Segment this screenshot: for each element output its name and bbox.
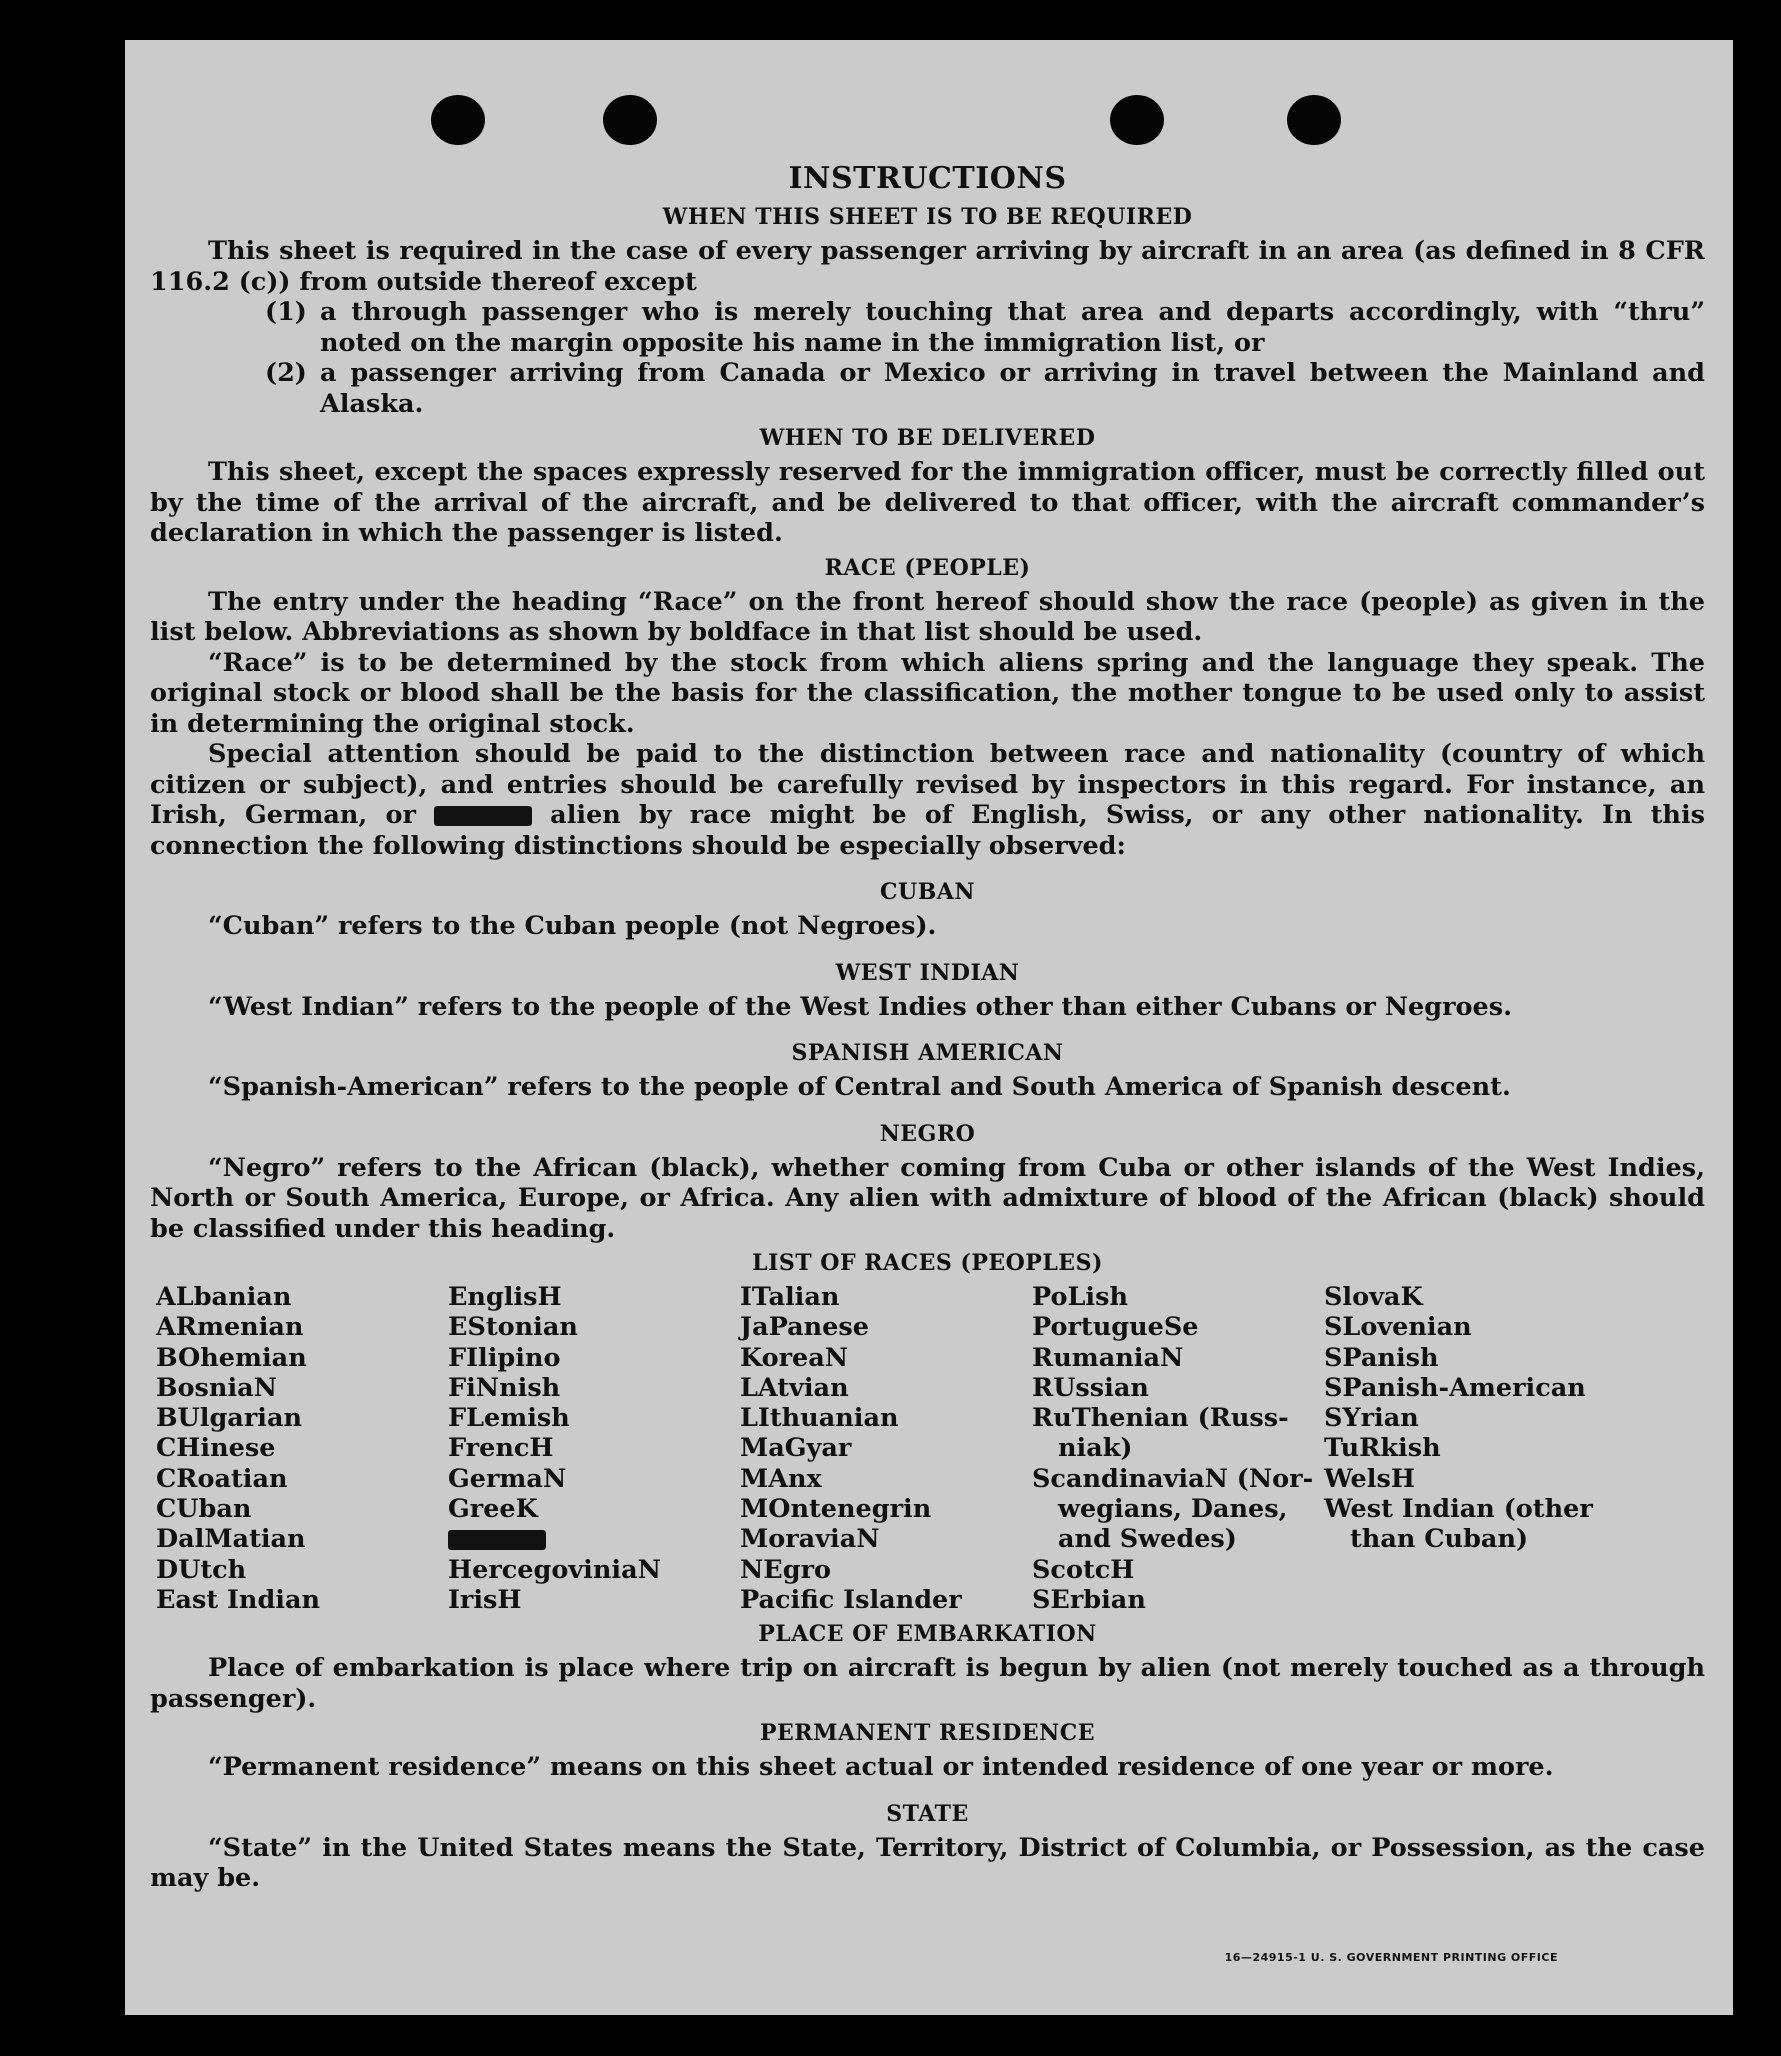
races-column-1 (156, 1282, 448, 1615)
exception-item (265, 297, 1705, 358)
redaction-mark (448, 1530, 546, 1550)
heading-spanish-american: SPANISH AMERICAN (791, 1040, 1064, 1066)
item-number: (2) (265, 358, 307, 388)
race-entry: RuThenian (Russ- (1032, 1403, 1289, 1434)
race-entry: FIlipino (448, 1342, 561, 1373)
race-entry: MaGyar (740, 1433, 852, 1464)
races-column-2 (448, 1282, 740, 1615)
races-column-4 (1032, 1282, 1324, 1615)
race-entry: MAnx (740, 1463, 822, 1494)
race-paragraph-2: “Race” is to be determined by the stock from which aliens spring and the language they speak. The original stock or blood shall be the basis for the classification, the mother tongue to be used only to assist in determining the original stock. (150, 647, 1705, 739)
race-entry: SlovaK (1324, 1282, 1423, 1312)
race-entry: CHinese (156, 1433, 276, 1464)
race-entry: SErbian (1032, 1584, 1146, 1615)
heading-place-of-embarkation: PLACE OF EMBARKATION (758, 1621, 1097, 1648)
heading-when-delivered: WHEN TO BE DELIVERED (759, 425, 1096, 451)
heading-negro: NEGRO (879, 1120, 976, 1147)
delivered-text: This sheet, except the spaces expressly reserved for the immigration officer, must be correctly filled out by the time of the arrival of the aircraft, and be delivered to that officer, with the aircraft commander’s declaration in which the passenger is listed. (150, 457, 1705, 548)
item-text: a passenger arriving from Canada or Mexico or arriving in travel between the Mainland and Alaska. (320, 358, 1705, 419)
heading-state: STATE (886, 1800, 969, 1827)
printing-office-footer: 16—24915-1 U. S. GOVERNMENT PRINTING OFFICE (1224, 1951, 1558, 1964)
race-entry: FrencH (448, 1433, 554, 1464)
negro-text: “Negro” refers to the African (black), whether coming from Cuba or other islands of the West Indies, North or South America, Europe, or Africa. Any alien with admixture of blood of the African (black) should be classified under this heading. (150, 1152, 1705, 1244)
exception-item (265, 358, 1705, 419)
state-text: “State” in the United States means the State, Territory, District of Columbia, or Possession, as the case may be. (150, 1832, 1705, 1894)
punch-hole (431, 95, 485, 145)
race-entry: PoLish (1032, 1282, 1129, 1312)
instructions-content (150, 160, 1705, 1894)
redaction-mark (434, 806, 532, 826)
race-entry: CUban (156, 1494, 252, 1525)
race-paragraph-1: The entry under the heading “Race” on the front hereof should show the race (people) as given in the list below. Abbreviations as shown by boldface in that list should be used. (150, 586, 1705, 647)
required-intro: This sheet is required in the case of every passenger arriving by aircraft in an area (as defined in 8 CFR 116.2 (c)) from outside thereof except (150, 236, 1705, 297)
race-entry: NEgro (740, 1554, 832, 1585)
race-entry: SLovenian (1324, 1312, 1472, 1343)
race-entry: KoreaN (740, 1342, 849, 1373)
race-entry: BUlgarian (156, 1403, 303, 1434)
race-entry: ScandinaviaN (Nor- (1032, 1463, 1314, 1494)
race-entry: GreeK (448, 1494, 538, 1525)
race-entry: HercegoviniaN (448, 1554, 661, 1585)
race-paragraph-3b: alien by race might be of English, Swiss, or any other nationality. In this connection the following distinctions should be especially observed: (150, 800, 1705, 861)
item-number: (1) (265, 297, 307, 327)
race-entry: ALbanian (156, 1282, 292, 1312)
punch-hole (603, 95, 657, 145)
heading-west-indian: WEST INDIAN (835, 959, 1020, 986)
embarkation-text: Place of embarkation is place where trip on aircraft is begun by alien (not merely touched as a through passenger). (150, 1653, 1705, 1714)
race-entry: FLemish (448, 1403, 570, 1434)
race-entry: SYrian (1324, 1403, 1419, 1434)
race-entry-continued: wegians, Danes, (1058, 1494, 1288, 1525)
heading-permanent-residence: PERMANENT RESIDENCE (760, 1720, 1095, 1747)
race-entry: FiNnish (448, 1372, 561, 1403)
race-entry: SPanish-American (1324, 1372, 1586, 1403)
heading-when-required: WHEN THIS SHEET IS TO BE REQUIRED (662, 204, 1193, 230)
heading-list-of-races: LIST OF RACES (PEOPLES) (752, 1250, 1103, 1276)
race-entry: RumaniaN (1032, 1342, 1184, 1373)
race-entry: GermaN (448, 1463, 567, 1494)
race-entry: West Indian (other (1324, 1494, 1593, 1525)
race-entry: EnglisH (448, 1282, 562, 1312)
race-entry: Pacific Islander (740, 1584, 962, 1615)
races-column-5 (1324, 1282, 1616, 1615)
race-entry: EStonian (448, 1312, 578, 1343)
races-column-3 (740, 1282, 1032, 1615)
west-indian-text: “West Indian” refers to the people of the West Indies other than either Cubans or Negroes. (208, 991, 1512, 1022)
race-entry: MOntenegrin (740, 1494, 932, 1525)
race-paragraph-3a: Special attention should be paid to the distinction between race and nationality (country of which citizen or subject), and entries should be carefully revised by inspectors in this regard. For instance, an Irish, German, or (150, 739, 1705, 830)
document-sheet (125, 40, 1733, 2015)
race-entry: DalMatian (156, 1524, 306, 1555)
page-title: INSTRUCTIONS (788, 161, 1067, 196)
race-entry: LIthuanian (740, 1403, 899, 1434)
race-entry: RUssian (1032, 1372, 1149, 1403)
residence-text: “Permanent residence” means on this sheet actual or intended residence of one year or more. (208, 1752, 1554, 1783)
race-entry-continued: than Cuban) (1350, 1524, 1529, 1555)
race-entry: JaPanese (740, 1312, 869, 1343)
race-entry-continued: and Swedes) (1058, 1524, 1237, 1555)
race-entry: IrisH (448, 1584, 522, 1615)
race-entry-continued: niak) (1058, 1433, 1133, 1464)
race-entry: DUtch (156, 1554, 247, 1585)
punch-hole (1287, 95, 1341, 145)
race-entry: WelsH (1324, 1463, 1415, 1494)
spanish-american-text: “Spanish-American” refers to the people of Central and South America of Spanish descent. (208, 1072, 1511, 1102)
heading-cuban: CUBAN (880, 879, 975, 905)
race-entry: ScotcH (1032, 1554, 1135, 1585)
race-entry: ARmenian (156, 1312, 304, 1343)
race-entry: TuRkish (1324, 1433, 1441, 1464)
races-list (156, 1282, 1705, 1615)
heading-race: RACE (PEOPLE) (824, 554, 1031, 581)
race-entry: East Indian (156, 1584, 321, 1615)
race-entry: BosniaN (156, 1372, 277, 1403)
race-paragraph-3 (150, 739, 1705, 861)
race-entry: MoraviaN (740, 1524, 880, 1555)
cuban-text: “Cuban” refers to the Cuban people (not Negroes). (208, 911, 937, 941)
item-text: a through passenger who is merely touching that area and departs accordingly, with “thru” noted on the margin opposite his name in the immigration list, or (320, 297, 1705, 358)
race-entry: PortugueSe (1032, 1312, 1199, 1343)
race-entry: LAtvian (740, 1372, 849, 1403)
race-entry: BOhemian (156, 1342, 307, 1373)
punch-hole (1110, 95, 1164, 145)
race-entry: ITalian (740, 1282, 840, 1312)
race-entry: SPanish (1324, 1342, 1439, 1373)
race-entry: CRoatian (156, 1463, 288, 1494)
redacted-race-entry (448, 1524, 740, 1554)
